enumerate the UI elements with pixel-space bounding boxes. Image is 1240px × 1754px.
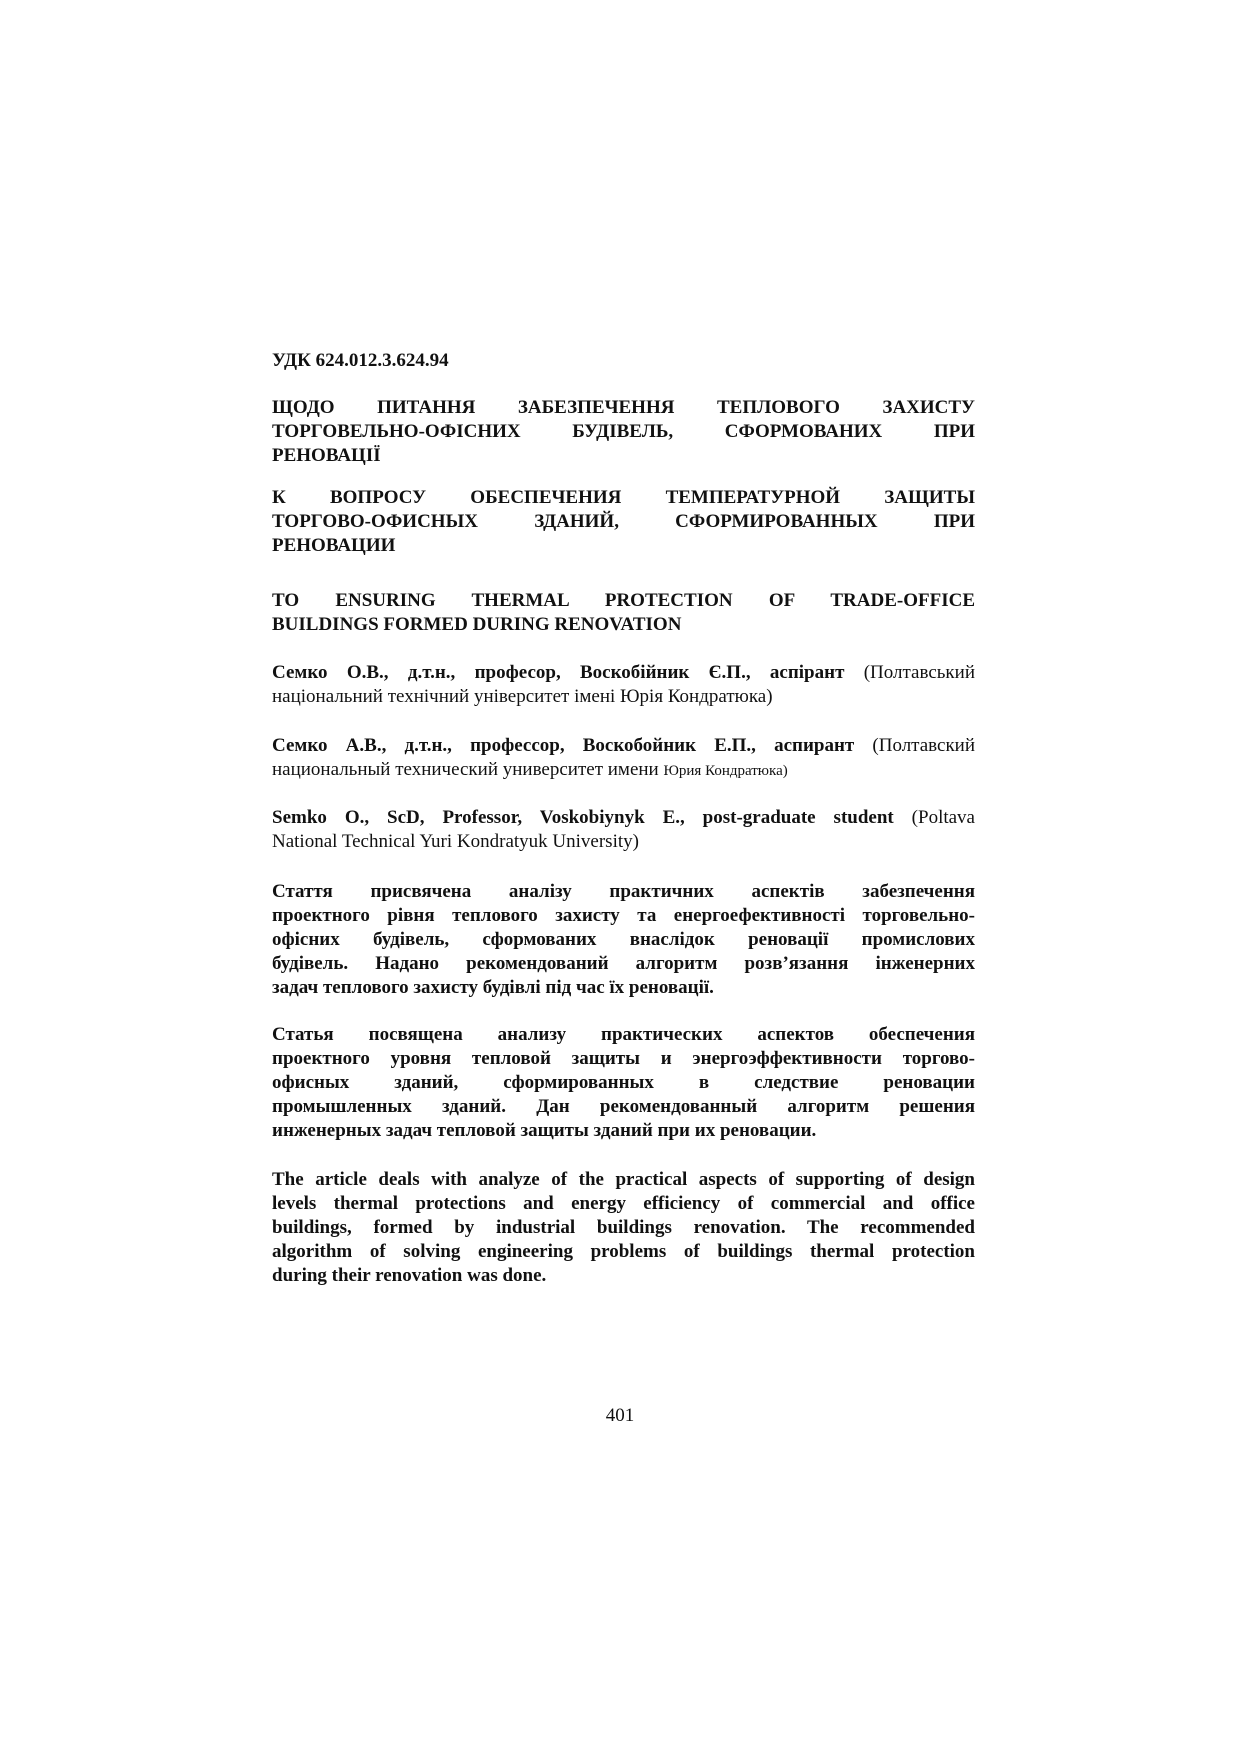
abstract-line: during their renovation was done. bbox=[272, 1265, 547, 1286]
udc-text: УДК 624.012.3.624.94 bbox=[272, 350, 449, 371]
abstract-russian bbox=[272, 1023, 975, 1143]
affiliation: (Полтавський bbox=[863, 662, 975, 683]
author-names: Семко О.В., д.т.н., професор, Воскобійник Є.П., аспірант bbox=[272, 662, 845, 683]
abstract-line: офисных зданий, сформированных в следствие реновации bbox=[272, 1072, 975, 1093]
affiliation: национальный технический университет имени bbox=[272, 759, 659, 780]
title-russian bbox=[272, 486, 975, 558]
title-line: РЕНОВАЦІЇ bbox=[272, 445, 381, 466]
abstract-ukrainian bbox=[272, 880, 975, 1000]
author-names: Semko O., ScD, Professor, Voskobiynyk E., post-graduate student bbox=[272, 807, 894, 828]
title-line: К ВОПРОСУ ОБЕСПЕЧЕНИЯ ТЕМПЕРАТУРНОЙ ЗАЩИТЫ bbox=[272, 487, 975, 508]
affiliation: National Technical Yuri Kondratyuk University) bbox=[272, 831, 639, 852]
authors-english bbox=[272, 806, 975, 854]
abstract-line: algorithm of solving engineering problems of buildings thermal protection bbox=[272, 1241, 975, 1262]
abstract-line: промышленных зданий. Дан рекомендованный алгоритм решения bbox=[272, 1096, 975, 1117]
abstract-line: проектного рівня теплового захисту та енергоефективності торговельно- bbox=[272, 905, 975, 926]
abstract-line: levels thermal protections and energy efficiency of commercial and office bbox=[272, 1193, 975, 1214]
affiliation: національний технічний університет імені Юрія Кондратюка) bbox=[272, 686, 773, 707]
abstract-line: Статья посвящена анализу практических аспектов обеспечения bbox=[272, 1024, 975, 1045]
abstract-line: инженерных задач тепловой защиты зданий при их реновации. bbox=[272, 1120, 817, 1141]
authors-russian bbox=[272, 734, 975, 783]
title-english bbox=[272, 589, 975, 637]
abstract-line: офісних будівель, сформованих внаслідок реновації промислових bbox=[272, 929, 975, 950]
title-line: ТОРГОВЕЛЬНО-ОФІСНИХ БУДІВЕЛЬ, СФОРМОВАНИХ ПРИ bbox=[272, 421, 975, 442]
title-line: BUILDINGS FORMED DURING RENOVATION bbox=[272, 614, 682, 635]
abstract-line: buildings, formed by industrial buildings renovation. The recommended bbox=[272, 1217, 975, 1238]
author-names: Семко А.В., д.т.н., профессор, Воскобойник Е.П., аспирант bbox=[272, 735, 855, 756]
title-line: TO ENSURING THERMAL PROTECTION OF TRADE-OFFICE bbox=[272, 590, 975, 611]
title-line: ЩОДО ПИТАННЯ ЗАБЕЗПЕЧЕННЯ ТЕПЛОВОГО ЗАХИСТУ bbox=[272, 397, 975, 418]
udc-code bbox=[272, 349, 975, 373]
authors-ukrainian bbox=[272, 661, 975, 709]
abstract-line: задач теплового захисту будівлі під час їх реновації. bbox=[272, 977, 714, 998]
affiliation: (Полтавский bbox=[872, 735, 976, 756]
affiliation: (Poltava bbox=[911, 807, 975, 828]
page-number: 401 bbox=[605, 1405, 635, 1426]
abstract-line: The article deals with analyze of the practical aspects of supporting of design bbox=[272, 1169, 975, 1190]
abstract-line: будівель. Надано рекомендований алгоритм розв’язання інженерних bbox=[272, 953, 975, 974]
title-line: ТОРГОВО-ОФИСНЫХ ЗДАНИЙ, СФОРМИРОВАННЫХ ПРИ bbox=[272, 511, 975, 532]
abstract-line: проектного уровня тепловой защиты и энергоэффективности торгово- bbox=[272, 1048, 975, 1069]
title-line: РЕНОВАЦИИ bbox=[272, 535, 396, 556]
title-ukrainian bbox=[272, 396, 975, 468]
abstract-line: Стаття присвячена аналізу практичних аспектів забезпечення bbox=[272, 881, 975, 902]
affiliation: Юрия Кондратюка) bbox=[663, 763, 788, 779]
abstract-english bbox=[272, 1168, 975, 1288]
